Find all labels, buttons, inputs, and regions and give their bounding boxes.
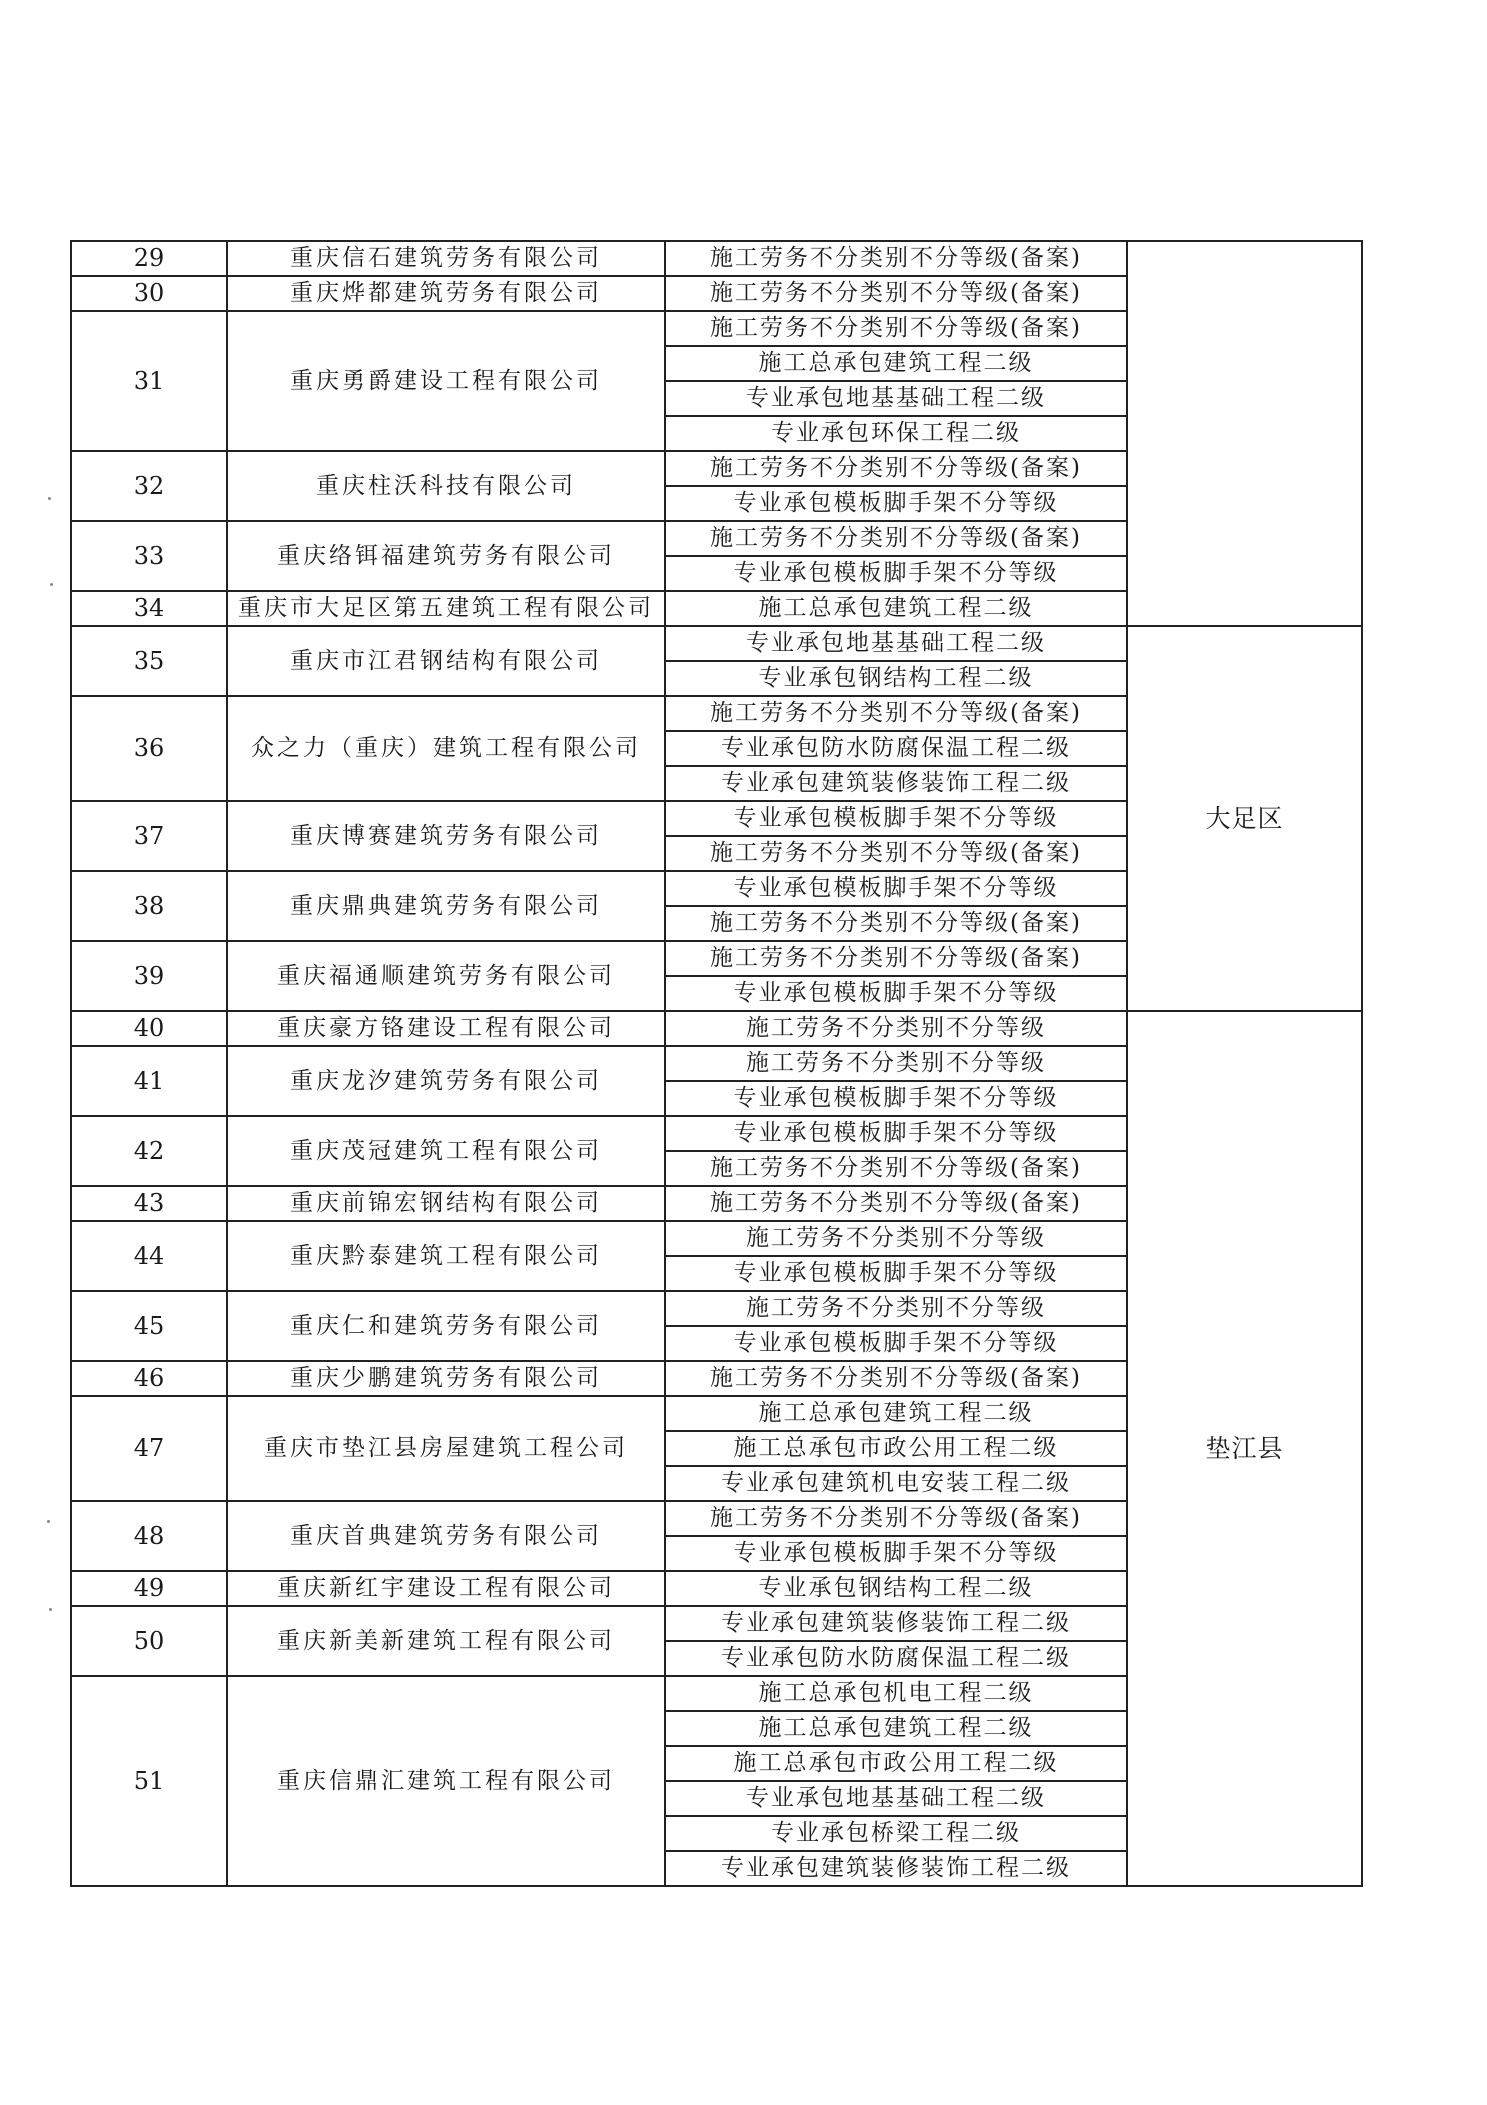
company-name: 重庆柱沃科技有限公司 <box>227 451 665 521</box>
row-number: 45 <box>71 1291 227 1361</box>
row-number: 51 <box>71 1676 227 1886</box>
row-number: 32 <box>71 451 227 521</box>
qualification-item: 专业承包模板脚手架不分等级 <box>665 1116 1127 1151</box>
qualification-item: 施工劳务不分类别不分等级 <box>665 1221 1127 1256</box>
qualification-item: 施工劳务不分类别不分等级(备案) <box>665 1501 1127 1536</box>
row-number: 46 <box>71 1361 227 1396</box>
qualification-item: 施工劳务不分类别不分等级(备案) <box>665 311 1127 346</box>
region-name: 垫江县 <box>1127 1011 1362 1886</box>
qualification-item: 施工劳务不分类别不分等级 <box>665 1046 1127 1081</box>
qualification-item: 专业承包建筑装修装饰工程二级 <box>665 1606 1127 1641</box>
qualification-item: 专业承包模板脚手架不分等级 <box>665 976 1127 1011</box>
qualification-item: 专业承包防水防腐保温工程二级 <box>665 1641 1127 1676</box>
qualification-item: 施工总承包建筑工程二级 <box>665 346 1127 381</box>
company-name: 重庆前锦宏钢结构有限公司 <box>227 1186 665 1221</box>
qualification-item: 专业承包模板脚手架不分等级 <box>665 801 1127 836</box>
row-number: 43 <box>71 1186 227 1221</box>
qualification-item: 专业承包地基基础工程二级 <box>665 626 1127 661</box>
qualification-item: 专业承包模板脚手架不分等级 <box>665 1326 1127 1361</box>
company-name: 重庆首典建筑劳务有限公司 <box>227 1501 665 1571</box>
company-name: 重庆茂冠建筑工程有限公司 <box>227 1116 665 1186</box>
qualification-item: 专业承包建筑装修装饰工程二级 <box>665 766 1127 801</box>
company-name: 重庆仁和建筑劳务有限公司 <box>227 1291 665 1361</box>
row-number: 39 <box>71 941 227 1011</box>
row-number: 38 <box>71 871 227 941</box>
qualification-item: 专业承包环保工程二级 <box>665 416 1127 451</box>
qualification-item: 专业承包模板脚手架不分等级 <box>665 556 1127 591</box>
row-number: 30 <box>71 276 227 311</box>
company-name: 重庆勇爵建设工程有限公司 <box>227 311 665 451</box>
qualification-item: 施工劳务不分类别不分等级 <box>665 1291 1127 1326</box>
scan-speck <box>49 1608 52 1611</box>
qualification-item: 施工劳务不分类别不分等级(备案) <box>665 451 1127 486</box>
qualification-item: 施工总承包机电工程二级 <box>665 1676 1127 1711</box>
company-name: 重庆市大足区第五建筑工程有限公司 <box>227 591 665 626</box>
row-number: 42 <box>71 1116 227 1186</box>
qualification-item: 专业承包模板脚手架不分等级 <box>665 1256 1127 1291</box>
qualification-item: 施工总承包建筑工程二级 <box>665 1711 1127 1746</box>
qualification-item: 专业承包钢结构工程二级 <box>665 661 1127 696</box>
company-name: 重庆少鹏建筑劳务有限公司 <box>227 1361 665 1396</box>
scan-speck <box>50 583 53 586</box>
qualification-item: 施工劳务不分类别不分等级(备案) <box>665 241 1127 276</box>
qualification-item: 专业承包模板脚手架不分等级 <box>665 1536 1127 1571</box>
row-number: 35 <box>71 626 227 696</box>
company-name: 重庆新红宇建设工程有限公司 <box>227 1571 665 1606</box>
qualification-item: 专业承包桥梁工程二级 <box>665 1816 1127 1851</box>
qualification-item: 施工劳务不分类别不分等级(备案) <box>665 521 1127 556</box>
table-body <box>71 241 1362 1886</box>
scan-speck <box>47 1520 50 1523</box>
qualification-item: 施工劳务不分类别不分等级(备案) <box>665 941 1127 976</box>
row-number: 34 <box>71 591 227 626</box>
row-number: 49 <box>71 1571 227 1606</box>
company-name: 重庆烨都建筑劳务有限公司 <box>227 276 665 311</box>
row-number: 48 <box>71 1501 227 1571</box>
qualification-item: 施工总承包市政公用工程二级 <box>665 1746 1127 1781</box>
qualification-item: 专业承包模板脚手架不分等级 <box>665 486 1127 521</box>
row-number: 47 <box>71 1396 227 1501</box>
row-number: 41 <box>71 1046 227 1116</box>
qualification-item: 专业承包钢结构工程二级 <box>665 1571 1127 1606</box>
qualification-item: 施工总承包建筑工程二级 <box>665 591 1127 626</box>
qualification-item: 施工劳务不分类别不分等级(备案) <box>665 836 1127 871</box>
table-row <box>71 626 1362 661</box>
row-number: 31 <box>71 311 227 451</box>
qualification-item: 专业承包地基基础工程二级 <box>665 381 1127 416</box>
row-number: 40 <box>71 1011 227 1046</box>
row-number: 50 <box>71 1606 227 1676</box>
company-name: 重庆鼎典建筑劳务有限公司 <box>227 871 665 941</box>
table-row <box>71 241 1362 276</box>
company-name: 重庆福通顺建筑劳务有限公司 <box>227 941 665 1011</box>
qualification-item: 专业承包建筑装修装饰工程二级 <box>665 1851 1127 1886</box>
company-name: 重庆信石建筑劳务有限公司 <box>227 241 665 276</box>
qualification-item: 施工总承包市政公用工程二级 <box>665 1431 1127 1466</box>
qualification-item: 专业承包模板脚手架不分等级 <box>665 1081 1127 1116</box>
company-name: 重庆豪方铬建设工程有限公司 <box>227 1011 665 1046</box>
company-name: 重庆信鼎汇建筑工程有限公司 <box>227 1676 665 1886</box>
qualification-item: 施工劳务不分类别不分等级(备案) <box>665 1186 1127 1221</box>
region-name <box>1127 241 1362 626</box>
qualification-item: 专业承包防水防腐保温工程二级 <box>665 731 1127 766</box>
qualification-item: 专业承包建筑机电安装工程二级 <box>665 1466 1127 1501</box>
table-row <box>71 1011 1362 1046</box>
qualification-table <box>70 240 1363 1887</box>
qualification-item: 施工劳务不分类别不分等级(备案) <box>665 276 1127 311</box>
scan-speck <box>48 497 51 500</box>
qualification-item: 专业承包地基基础工程二级 <box>665 1781 1127 1816</box>
company-name: 重庆络铒福建筑劳务有限公司 <box>227 521 665 591</box>
row-number: 44 <box>71 1221 227 1291</box>
region-name: 大足区 <box>1127 626 1362 1011</box>
qualification-item: 施工劳务不分类别不分等级(备案) <box>665 1151 1127 1186</box>
qualification-item: 施工劳务不分类别不分等级 <box>665 1011 1127 1046</box>
company-name: 重庆博赛建筑劳务有限公司 <box>227 801 665 871</box>
row-number: 33 <box>71 521 227 591</box>
qualification-item: 施工劳务不分类别不分等级(备案) <box>665 1361 1127 1396</box>
company-name: 重庆新美新建筑工程有限公司 <box>227 1606 665 1676</box>
row-number: 29 <box>71 241 227 276</box>
company-name: 众之力（重庆）建筑工程有限公司 <box>227 696 665 801</box>
company-name: 重庆市江君钢结构有限公司 <box>227 626 665 696</box>
qualification-item: 施工总承包建筑工程二级 <box>665 1396 1127 1431</box>
qualification-item: 施工劳务不分类别不分等级(备案) <box>665 696 1127 731</box>
qualification-item: 专业承包模板脚手架不分等级 <box>665 871 1127 906</box>
row-number: 37 <box>71 801 227 871</box>
row-number: 36 <box>71 696 227 801</box>
company-name: 重庆市垫江县房屋建筑工程公司 <box>227 1396 665 1501</box>
company-name: 重庆黔泰建筑工程有限公司 <box>227 1221 665 1291</box>
qualification-item: 施工劳务不分类别不分等级(备案) <box>665 906 1127 941</box>
company-name: 重庆龙汐建筑劳务有限公司 <box>227 1046 665 1116</box>
